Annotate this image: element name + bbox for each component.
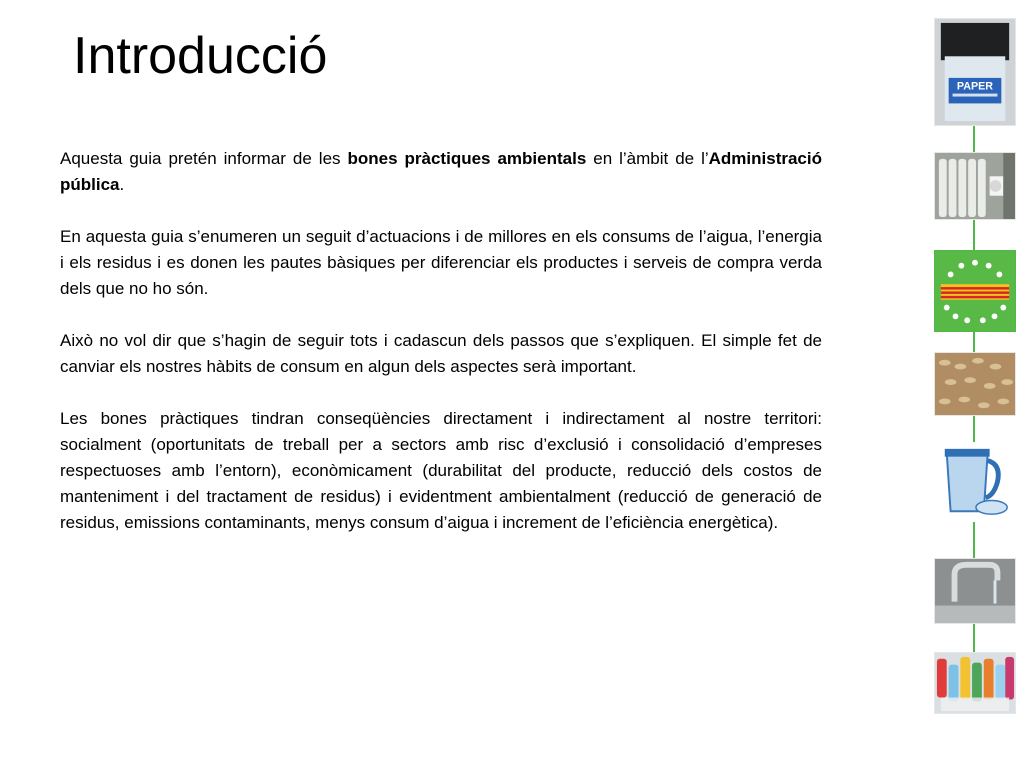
paragraph-intro <box>60 146 822 198</box>
image-sidebar <box>930 0 1024 768</box>
eco-label-logo-icon <box>934 250 1016 332</box>
text-run: en l’àmbit de l’ <box>586 149 709 168</box>
bold-good-practices: bones pràctiques ambientals <box>347 149 587 168</box>
paper-label: PAPER <box>956 80 994 93</box>
pellets-photo-icon <box>934 352 1016 416</box>
paragraph-actions: En aquesta guia s’enumeren un seguit d’actuacions i de millores en els consums de l’aigua, l’energia i els residus i es donen les pautes bàsiques per diferenciar els productes i serveis de compra verda dels que no ho són. <box>60 227 822 298</box>
paragraph-consequences: Les bones pràctiques tindran conseqüències directament i indirectament al nostre territori: socialment (oportunitats de treball per a sectors amb risc d’exclusió i consolidació d’empreses respectuoses amb l’entorn), econòmicament (durabilitat del producte, reducció dels costos de manteniment i del tractament de residus) i evidentment ambientalment (reducció de generació de residus, emissions contaminants, menys consum d’aigua i increment de l’eficiència energètica). <box>60 409 822 532</box>
slide-title: Introducció <box>73 27 328 85</box>
text-run: . <box>119 175 125 194</box>
plastic-bottles-photo-icon <box>934 652 1016 714</box>
paper-bin-photo-icon <box>934 18 1016 126</box>
radiator-photo-icon <box>934 152 1016 220</box>
water-filter-jug-photo-icon <box>934 442 1016 522</box>
text-run: Aquesta guia pretén informar de les <box>60 149 348 168</box>
paragraph-habits: Això no vol dir que s’hagin de seguir tots i cadascun dels passos que s’expliquen. El simple fet de canviar els nostres hàbits de consum en algun dels aspectes serà important. <box>60 331 822 376</box>
bold-public-administration: Administració pública <box>60 149 822 194</box>
slide-body <box>60 146 822 562</box>
water-tap-photo-icon <box>934 558 1016 624</box>
